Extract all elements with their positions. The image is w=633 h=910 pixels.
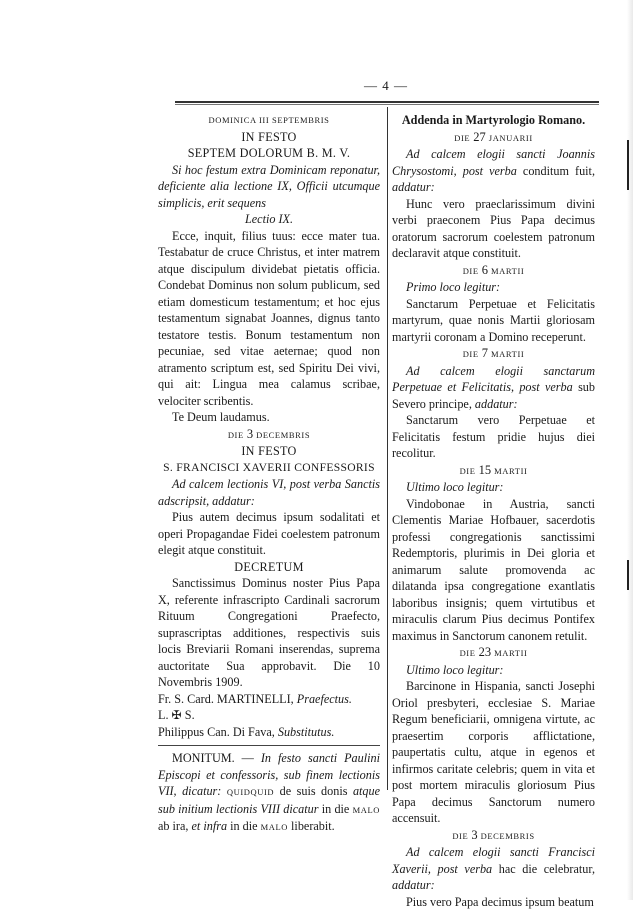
- monitum-rubric: atque sub initium lectionis VIII dicatur: [158, 784, 380, 816]
- date-number: 23: [479, 645, 492, 659]
- rubric: Ultimo loco legitur:: [392, 662, 595, 679]
- date-month: MARTII: [491, 266, 524, 276]
- column-divider: [387, 107, 388, 790]
- signature-name: Philippus Can. Di Fava,: [158, 725, 275, 739]
- monitum-word: MALO: [353, 805, 380, 815]
- signature-line: [158, 724, 380, 741]
- rubric: Primo loco legitur:: [392, 279, 595, 296]
- rubric: [392, 146, 595, 196]
- running-head: DOMINICA III SEPTEMBRIS: [158, 112, 380, 129]
- feast-title: SEPTEM DOLORUM B. M. V.: [158, 145, 380, 162]
- date-month: JANUARII: [489, 133, 533, 143]
- date-prefix: DIE: [452, 831, 468, 841]
- decretum-title: DECRETUM: [158, 559, 380, 576]
- rubric-plain: sub Severo principe,: [392, 380, 595, 411]
- top-rule: [175, 101, 599, 105]
- date-month: MARTII: [494, 466, 527, 476]
- monitum-text: de suis donis: [280, 784, 348, 798]
- date-number: 3: [247, 427, 253, 441]
- signature-line: [158, 691, 380, 708]
- rubric-italic: addatur:: [392, 878, 435, 892]
- rubric-italic: addatur:: [392, 180, 435, 194]
- date-month: MARTII: [491, 349, 524, 359]
- rubric-italic: addatur:: [475, 397, 518, 411]
- date-number: 27: [473, 130, 486, 144]
- date-month: DECEMBRIS: [481, 831, 535, 841]
- rubric: [392, 363, 595, 413]
- date-heading: [158, 426, 380, 444]
- rubric-plain: conditum fuit,: [523, 164, 595, 178]
- monitum-rubric: et infra: [192, 819, 228, 833]
- scan-edge-mark: [627, 140, 629, 190]
- martyrology-heading: Addenda in Martyrologio Romano.: [392, 112, 595, 129]
- date-prefix: DIE: [460, 648, 476, 658]
- seal-line: L. ✠ S.: [158, 707, 380, 724]
- rubric: Ad calcem lectionis VI, post verba Sanctis adscripsit, addatur:: [158, 476, 380, 509]
- date-prefix: DIE: [463, 266, 479, 276]
- in-festo-heading: IN FESTO: [158, 443, 380, 460]
- date-number: 7: [482, 346, 488, 360]
- rubric-italic: Ad calcem elogii sanctarum Perpetuae et Felicitatis, post verba: [392, 364, 595, 395]
- te-deum: Te Deum laudamus.: [158, 409, 380, 426]
- monitum-word: MALO: [261, 822, 288, 832]
- rubric-italic: Ad calcem elogii sancti Francisci Xaverii, post verba: [392, 845, 595, 876]
- date-prefix: DIE: [460, 466, 476, 476]
- date-number: 6: [482, 263, 488, 277]
- monitum: [158, 750, 380, 836]
- rubric-plain: hac die celebratur,: [499, 862, 595, 876]
- monitum-text: ab ira,: [158, 819, 188, 833]
- martyrology-text: Barcinone in Hispania, sancti Josephi Oriol presbyteri, ecclesiae S. Mariae Regum beneficiarii, omnigena virtute, ac praesertim corporis afflictatione, paupertatis cultu, atque in egenos et infirmos caritate celebris; quem in vita et post mortem miraculis gloriosum Pius Papa decimus Sanctorum numero accensuit.: [392, 678, 595, 827]
- decretum-text: Sanctissimus Dominus noster Pius Papa X, referente infrascripto Cardinali sacrorum Rituum Congregationi Praefecto, suprascriptas additiones, respectivis suis locis Breviarii Romani inserendas, suprema auctoritate Sua approbavit. Die 10 Novembris 1909.: [158, 575, 380, 691]
- right-column: [392, 112, 595, 910]
- section-separator: [158, 745, 380, 746]
- date-heading: [392, 462, 595, 480]
- monitum-text: liberabit.: [291, 819, 335, 833]
- rubric: Si hoc festum extra Dominicam reponatur, deficiente alia lectione IX, Officii utcumque simplicis, erit sequens: [158, 162, 380, 212]
- date-heading: [392, 129, 595, 147]
- rubric-italic: Ad calcem elogii sancti Joannis Chrysostomi, post verba: [392, 147, 595, 178]
- signature-title: Praefectus.: [297, 692, 352, 706]
- martyrology-text: Vindobonae in Austria, sancti Clementis Mariae Hofbauer, sacerdotis professi congregationis sanctissimi Redemptoris, plurimis in Dei gloria et animarum salute promovenda ac dilatanda ipsa congregatione exantlatis laboribus insignis; quem virtutibus et miraculis clarum Pius decimus Pontifex maximus in Sanctorum canonem retulit.: [392, 496, 595, 645]
- date-heading: [392, 644, 595, 662]
- martyrology-text: Sanctarum vero Perpetuae et Felicitatis festum pridie hujus diei recolitur.: [392, 412, 595, 462]
- addition-text: Pius autem decimus ipsum sodalitati et operi Propagandae Fidei coelestem patronum elegit atque constituit.: [158, 509, 380, 559]
- signature-name: Fr. S. Card. MARTINELLI,: [158, 692, 294, 706]
- lectio-title: Lectio IX.: [158, 211, 380, 228]
- page-number: — 4 —: [364, 78, 408, 94]
- date-number: 3: [471, 828, 477, 842]
- left-column: [158, 112, 380, 836]
- monitum-rubric: In festo sancti Paulini Episcopi et confessoris, sub finem lectionis VII, dicatur:: [158, 751, 380, 798]
- monitum-text: in die: [322, 802, 350, 816]
- rubric: Ultimo loco legitur:: [392, 479, 595, 496]
- rubric: [392, 844, 595, 894]
- scan-edge-mark: [627, 560, 629, 590]
- date-prefix: DIE: [463, 349, 479, 359]
- in-festo-heading: IN FESTO: [158, 129, 380, 146]
- date-number: 15: [479, 463, 492, 477]
- martyrology-text: Pius vero Papa decimus ipsum beatum: [392, 894, 595, 910]
- date-heading: [392, 262, 595, 280]
- monitum-text: in die: [230, 819, 257, 833]
- lectio-text: Ecce, inquit, filius tuus: ecce mater tua. Testabatur de cruce Christus, et inter matrem atque discipulum dividebat pietatis officia. Condebat Dominus non solum publicum, sed etiam domesticum testamentum; et hoc ejus testamentum signabat Joannes, dignus tanto testatore testis. Bonum testamentum non pecuniae, sed vitae aeternae; quod non atramento scriptum est, sed Spiritu Dei vivi, qui ait: Lingua mea calamus scribae, velociter scribentis.: [158, 228, 380, 410]
- martyrology-text: Hunc vero praeclarissimum divini verbi praeconem Pius Papa decimus oratorum sacrorum coelestem patronum declaravit atque constituit.: [392, 196, 595, 262]
- date-month: DECEMBRIS: [256, 430, 310, 440]
- feast-title: S. FRANCISCI XAVERII CONFESSORIS: [158, 460, 380, 477]
- scan-edge: [627, 0, 633, 900]
- date-prefix: DIE: [228, 430, 244, 440]
- date-heading: [392, 345, 595, 363]
- date-heading: [392, 827, 595, 845]
- martyrology-text: Sanctarum Perpetuae et Felicitatis martyrum, quae nonis Martii gloriosam martyrii coronam a Domino receperunt.: [392, 296, 595, 346]
- monitum-word: QUIDQUID: [227, 787, 274, 797]
- signature-title: Substitutus.: [278, 725, 335, 739]
- date-prefix: DIE: [454, 133, 470, 143]
- monitum-label: MONITUM. —: [172, 751, 254, 765]
- date-month: MARTII: [494, 648, 527, 658]
